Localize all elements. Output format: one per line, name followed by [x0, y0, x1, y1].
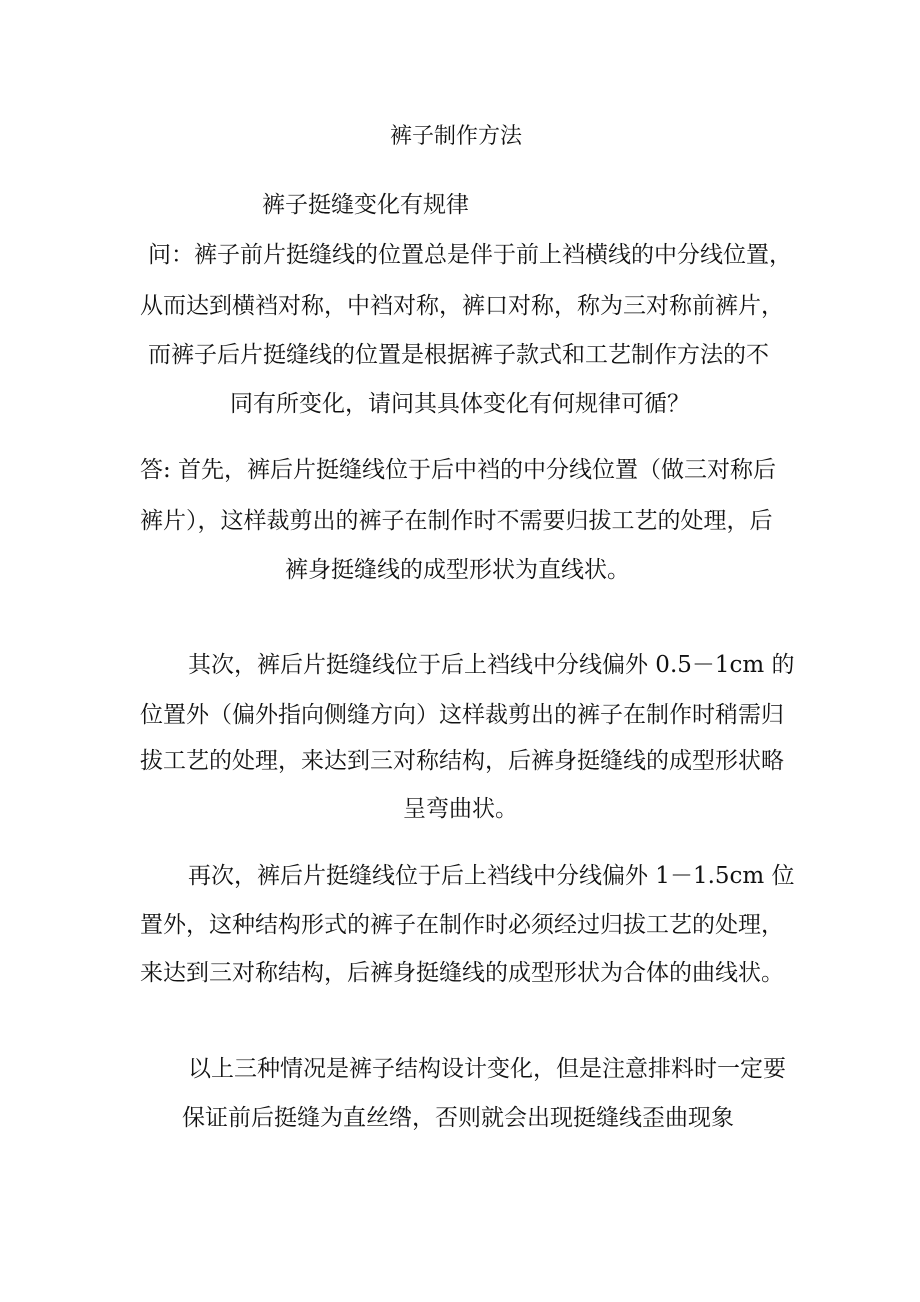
answer-line: 拔工艺的处理，来达到三对称结构，后裤身挺缝线的成型形状略 — [140, 748, 784, 774]
document-subtitle: 裤子挺缝变化有规律 — [262, 192, 469, 218]
answer-line: 裤身挺缝线的成型形状为直线状。 — [285, 557, 630, 583]
answer-line: 置外，这种结构形式的裤子在制作时必须经过归拔工艺的处理， — [140, 912, 784, 938]
answer-line: 位置外（偏外指向侧缝方向）这样裁剪出的裤子在制作时稍需归 — [140, 702, 784, 728]
question-line: 问：裤子前片挺缝线的位置总是伴于前上裆横线的中分线位置， — [148, 242, 792, 268]
conclusion-line: 保证前后挺缝为直丝绺，否则就会出现挺缝线歪曲现象 — [182, 1105, 734, 1131]
document-title: 裤子制作方法 — [390, 124, 523, 149]
conclusion-line: 以上三种情况是裤子结构设计变化，但是注意排料时一定要 — [188, 1056, 786, 1082]
answer-line: 呈弯曲状。 — [403, 796, 518, 822]
answer-line: 答: 首先，裤后片挺缝线位于后中裆的中分线位置（做三对称后 — [140, 457, 777, 483]
answer-line: 其次，裤后片挺缝线位于后上裆线中分线偏外 0.5－1cm 的 — [188, 652, 795, 678]
question-line: 从而达到横裆对称，中裆对称，裤口对称，称为三对称前裤片， — [140, 293, 784, 319]
question-line: 同有所变化，请问其具体变化有何规律可循？ — [230, 391, 690, 417]
answer-line: 来达到三对称结构，后裤身挺缝线的成型形状为合体的曲线状。 — [140, 960, 784, 986]
question-line: 而裤子后片挺缝线的位置是根据裤子款式和工艺制作方法的不 — [148, 342, 769, 368]
answer-line: 裤片），这样裁剪出的裤子在制作时不需要归拔工艺的处理，后 — [140, 508, 773, 534]
answer-line: 再次，裤后片挺缝线位于后上裆线中分线偏外 1－1.5cm 位 — [188, 863, 795, 889]
